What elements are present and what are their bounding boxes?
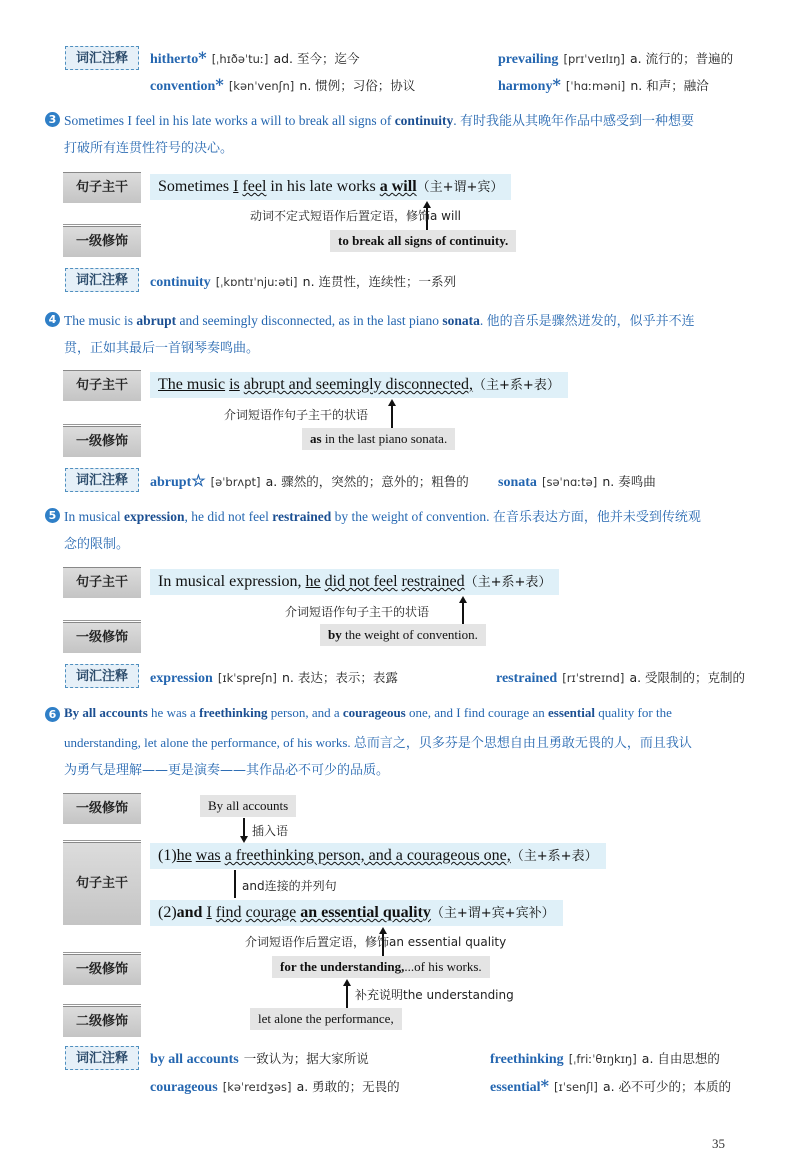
main-clause: The music is abrupt and seemingly disconnected,（主+系+表） [150, 372, 568, 398]
label-first-modifier: 一级修饰 [63, 622, 141, 653]
sentence-translation: 念的限制。 [64, 537, 130, 552]
connector-line [234, 870, 236, 898]
vocab-entry-freethinking: freethinking [ˌfriːˈθɪŋkɪŋ] a. 自由思想的 [490, 1051, 720, 1067]
annotation-note: 插入语 [252, 824, 289, 838]
sentence-translation: 为勇气是理解——更是演奏——其作品必不可少的品质。 [64, 763, 390, 778]
vocab-entry-expression: expression [ɪkˈspreʃn] n. 表达；表示；表露 [150, 670, 398, 686]
connector-line [243, 818, 245, 838]
sentence-text: Sometimes I feel in his late works a will to break all signs of continuity. 有时我能从其晚年作品中感受到一种想要 [64, 113, 694, 129]
divider [63, 424, 141, 425]
sentence-translation: 打破所有连贯性符号的决心。 [64, 141, 234, 156]
main-clause-1: (1)he was a freethinking person, and a courageous one,（主+系+表） [150, 843, 606, 869]
vocab-badge: 词汇注释 [65, 46, 139, 70]
sentence-text: In musical expression, he did not feel restrained by the weight of convention. 在音乐表达方面，他并未受到传统观 [64, 509, 701, 525]
vocab-entry-harmony: harmony* [ˈhɑːməni] n. 和声；融洽 [498, 75, 709, 94]
annotation-note: 动词不定式短语作后置定语，修饰a will [250, 209, 461, 223]
annotation-note: 介词短语作后置定语，修饰an essential quality [245, 935, 507, 949]
second-modifier: let alone the performance, [250, 1008, 402, 1030]
first-modifier: for the understanding,...of his works. [272, 956, 490, 978]
vocab-entry-essential: essential* [ɪˈsenʃl] a. 必不可少的；本质的 [490, 1076, 732, 1095]
connector-line [346, 986, 348, 1008]
annotation-note: 补充说明the understanding [355, 988, 514, 1002]
arrow-up-icon [388, 399, 396, 406]
sentence-number: 4 [45, 312, 60, 327]
vocab-badge: 词汇注释 [65, 1046, 139, 1070]
vocab-badge: 词汇注释 [65, 468, 139, 492]
label-main-clause: 句子主干 [63, 370, 141, 401]
sentence-number: 3 [45, 112, 60, 127]
sentence-number: 6 [45, 707, 60, 722]
label-first-modifier-top: 一级修饰 [63, 793, 141, 824]
vocab-entry-continuity: continuity [ˌkɒntɪˈnjuːəti] n. 连贯性，连续性；一系列 [150, 274, 457, 290]
sentence-translation: 贯，正如其最后一首钢琴奏鸣曲。 [64, 341, 260, 356]
divider [63, 952, 141, 953]
sentence-text-line2: understanding, let alone the performance, of his works. 总而言之，贝多芬是个思想自由且勇敢无畏的人，而且我认 [64, 735, 692, 751]
label-main-clause: 句子主干 [63, 567, 141, 598]
vocab-badge: 词汇注释 [65, 268, 139, 292]
label-main-clause: 句子主干 [63, 842, 141, 925]
label-main-clause: 句子主干 [63, 172, 141, 203]
divider [63, 840, 141, 841]
main-clause: Sometimes I feel in his late works a will（主+谓+宾） [150, 174, 511, 200]
page-number: 35 [712, 1136, 725, 1151]
vocab-entry-courageous: courageous [kəˈreɪdʒəs] a. 勇敢的；无畏的 [150, 1079, 400, 1095]
vocab-badge: 词汇注释 [65, 664, 139, 688]
parenthetical-box: By all accounts [200, 795, 296, 817]
divider [63, 224, 141, 225]
first-modifier: to break all signs of continuity. [330, 230, 516, 252]
label-first-modifier: 一级修饰 [63, 226, 141, 257]
main-clause-2: (2)and I find courage an essential quality（主+谓+宾+宾补） [150, 900, 563, 926]
connector-line [391, 406, 393, 428]
annotation-note: 介词短语作句子主干的状语 [285, 605, 430, 619]
main-clause: In musical expression, he did not feel restrained（主+系+表） [150, 569, 559, 595]
annotation-note: and连接的并列句 [242, 879, 337, 893]
label-first-modifier: 一级修饰 [63, 954, 141, 985]
vocab-entry-by-all-accounts: by all accounts 一致认为；据大家所说 [150, 1051, 369, 1067]
vocab-entry-hitherto: hitherto* [ˌhɪðəˈtuː] ad. 至今；迄今 [150, 48, 360, 67]
vocab-entry-prevailing: prevailing [prɪˈveɪlɪŋ] a. 流行的；普遍的 [498, 51, 734, 67]
divider [63, 1004, 141, 1005]
vocab-entry-sonata: sonata [səˈnɑːtə] n. 奏鸣曲 [498, 474, 656, 490]
vocab-entry-convention: convention* [kənˈvenʃn] n. 惯例；习俗；协议 [150, 75, 416, 94]
divider [63, 620, 141, 621]
vocab-entry-restrained: restrained [rɪˈstreɪnd] a. 受限制的；克制的 [496, 670, 746, 686]
sentence-number: 5 [45, 508, 60, 523]
sentence-text: The music is abrupt and seemingly disconnected, as in the last piano sonata. 他的音乐是骤然迸发的，似乎并不连 [64, 313, 695, 329]
arrow-down-icon [240, 836, 248, 843]
label-second-modifier: 二级修饰 [63, 1006, 141, 1037]
vocab-entry-abrupt: abrupt☆ [əˈbrʌpt] a. 骤然的，突然的；意外的；粗鲁的 [150, 471, 469, 490]
first-modifier: by the weight of convention. [320, 624, 486, 646]
label-first-modifier: 一级修饰 [63, 426, 141, 457]
sentence-text: By all accounts he was a freethinking person, and a courageous one, and I find courage an essential quality for the [64, 705, 672, 720]
arrow-up-icon [343, 979, 351, 986]
annotation-note: 介词短语作句子主干的状语 [224, 408, 369, 422]
connector-line [462, 603, 464, 625]
first-modifier: as in the last piano sonata. [302, 428, 455, 450]
arrow-up-icon [459, 596, 467, 603]
